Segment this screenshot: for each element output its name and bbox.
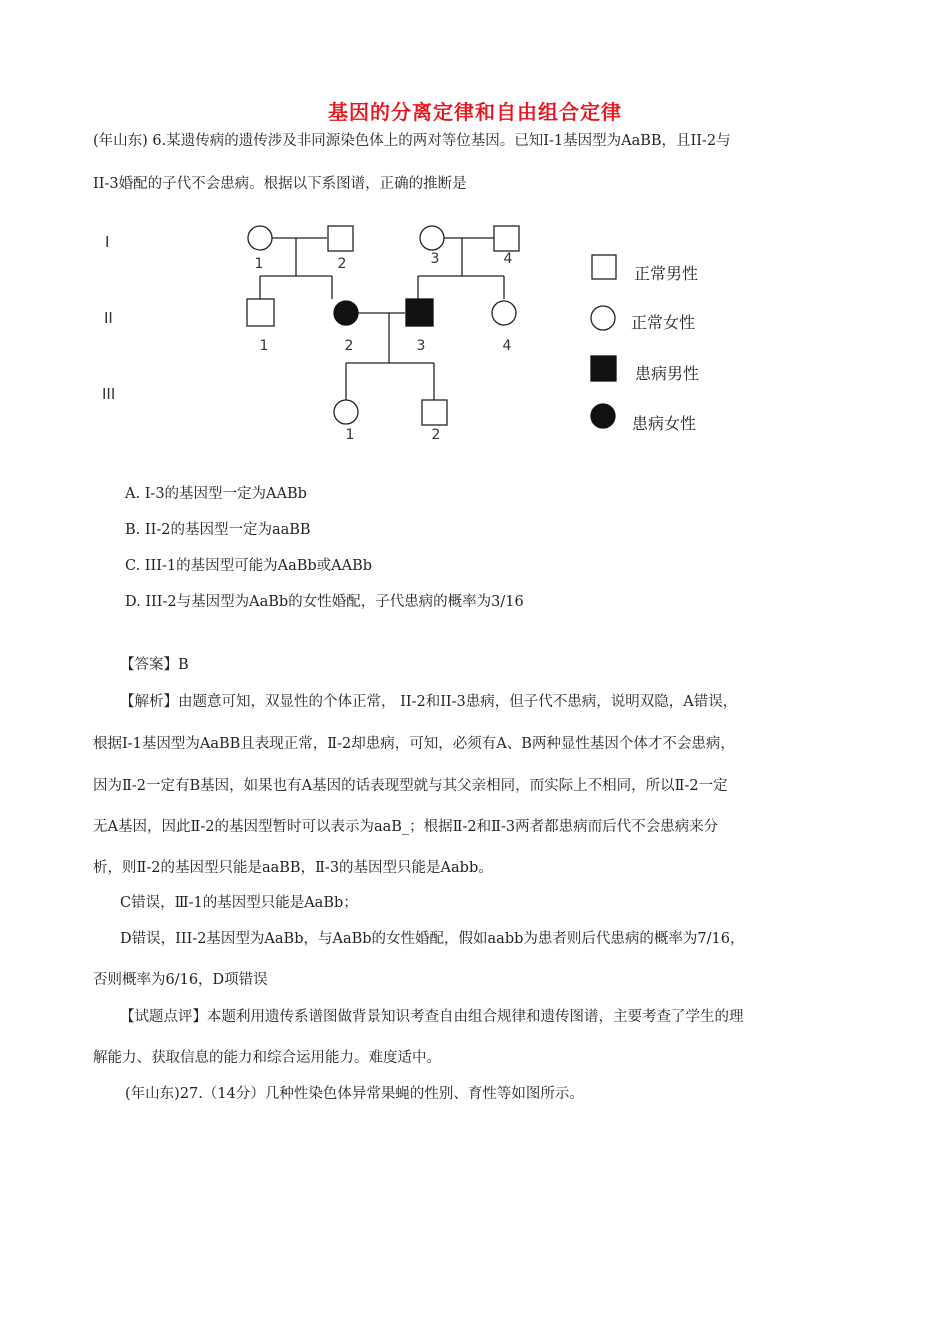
legend-affected-female-symbol xyxy=(591,404,615,428)
I-1-number: 1 xyxy=(254,256,264,272)
next-question: (年山东)27.（14分）几种性染色体异常果蝇的性别、育性等如图所示。 xyxy=(125,1086,584,1102)
III-1-number: 1 xyxy=(345,427,355,443)
pedigree-I-2-male xyxy=(328,226,353,251)
pedigree-I-3-female xyxy=(420,226,444,250)
legend-affected-male-symbol xyxy=(591,356,616,381)
document-title: 基因的分离定律和自由组合定律 xyxy=(328,100,622,124)
legend-normal-male-symbol xyxy=(592,255,616,279)
II-3-number: 3 xyxy=(416,338,426,354)
pedigree-I-4-male xyxy=(494,226,519,251)
analysis-line-4: 无A基因，因此Ⅱ-2的基因型暂时可以表示为aaB_；根据Ⅱ-2和Ⅱ-3两者都患病而后代不会患病来分 xyxy=(93,819,719,835)
analysis-line-5: 析，则Ⅱ-2的基因型只能是aaBB，Ⅱ-3的基因型只能是Aabb。 xyxy=(93,860,493,876)
pedigree-III-2-male xyxy=(422,400,447,425)
legend-normal-female-symbol xyxy=(591,306,615,330)
legend-affected-male: 患病男性 xyxy=(635,364,700,383)
comment-line-1: 【试题点评】本题利用遗传系谱图做背景知识考查自由组合规律和遗传图谱，主要考查了学生的理 xyxy=(120,1009,744,1025)
analysis-line-2: 根据Ⅰ-1基因型为AaBB且表现正常，Ⅱ-2却患病，可知，必须有A、B两种显性基因个体才不会患病， xyxy=(93,736,735,752)
generation-label-II: II xyxy=(104,309,113,327)
pedigree-II-3-affected-male xyxy=(406,299,433,326)
answer: 【答案】B xyxy=(120,657,189,673)
II-1-number: 1 xyxy=(259,338,269,354)
generation-label-I: I xyxy=(105,233,110,251)
III-2-number: 2 xyxy=(431,427,441,443)
analysis-line-3: 因为Ⅱ-2一定有B基因，如果也有A基因的话表现型就与其父亲相同，而实际上不相同，所以Ⅱ-2一定 xyxy=(93,778,728,794)
pedigree-I-1-female xyxy=(248,226,272,250)
legend-affected-female: 患病女性 xyxy=(632,414,697,433)
legend-normal-female: 正常女性 xyxy=(631,313,696,332)
option-d: D. III-2与基因型为AaBb的女性婚配，子代患病的概率为3/16 xyxy=(125,594,524,610)
generation-label-III: III xyxy=(102,385,116,403)
pedigree-III-1-female xyxy=(334,400,358,424)
analysis-line-8: 否则概率为6/16，D项错误 xyxy=(93,972,268,988)
option-c: C. III-1的基因型可能为AaBb或AABb xyxy=(125,558,373,574)
analysis-line-7: D错误，III-2基因型为AaBb，与AaBb的女性婚配，假如aabb为患者则后代患病的概率为7/16， xyxy=(120,931,745,947)
pedigree-II-2-affected-female xyxy=(334,301,358,325)
option-a: A. I-3的基因型一定为AABb xyxy=(125,486,307,502)
I-4-number: 4 xyxy=(503,251,513,267)
legend-normal-male: 正常男性 xyxy=(634,264,699,283)
II-4-number: 4 xyxy=(502,338,512,354)
analysis-line-1: 【解析】由题意可知，双显性的个体正常， II-2和II-3患病，但子代不患病，说明双隐，A错误， xyxy=(120,694,738,710)
question-line-2: II-3婚配的子代不会患病。根据以下系图谱，正确的推断是 xyxy=(93,176,467,192)
comment-line-2: 解能力、获取信息的能力和综合运用能力。难度适中。 xyxy=(93,1050,441,1066)
option-b: B. II-2的基因型一定为aaBB xyxy=(125,522,311,538)
pedigree-II-1-male xyxy=(247,299,274,326)
pedigree-chart xyxy=(96,215,736,455)
I-2-number: 2 xyxy=(337,256,347,272)
pedigree-II-4-female xyxy=(492,301,516,325)
II-2-number: 2 xyxy=(344,338,354,354)
I-3-number: 3 xyxy=(430,251,440,267)
question-line-1: (年山东) 6.某遗传病的遗传涉及非同源染色体上的两对等位基因。已知Ⅰ-1基因型为AaBB，且II-2与 xyxy=(93,133,731,149)
analysis-line-6: C错误，Ⅲ-1的基因型只能是AaBb； xyxy=(120,895,358,911)
